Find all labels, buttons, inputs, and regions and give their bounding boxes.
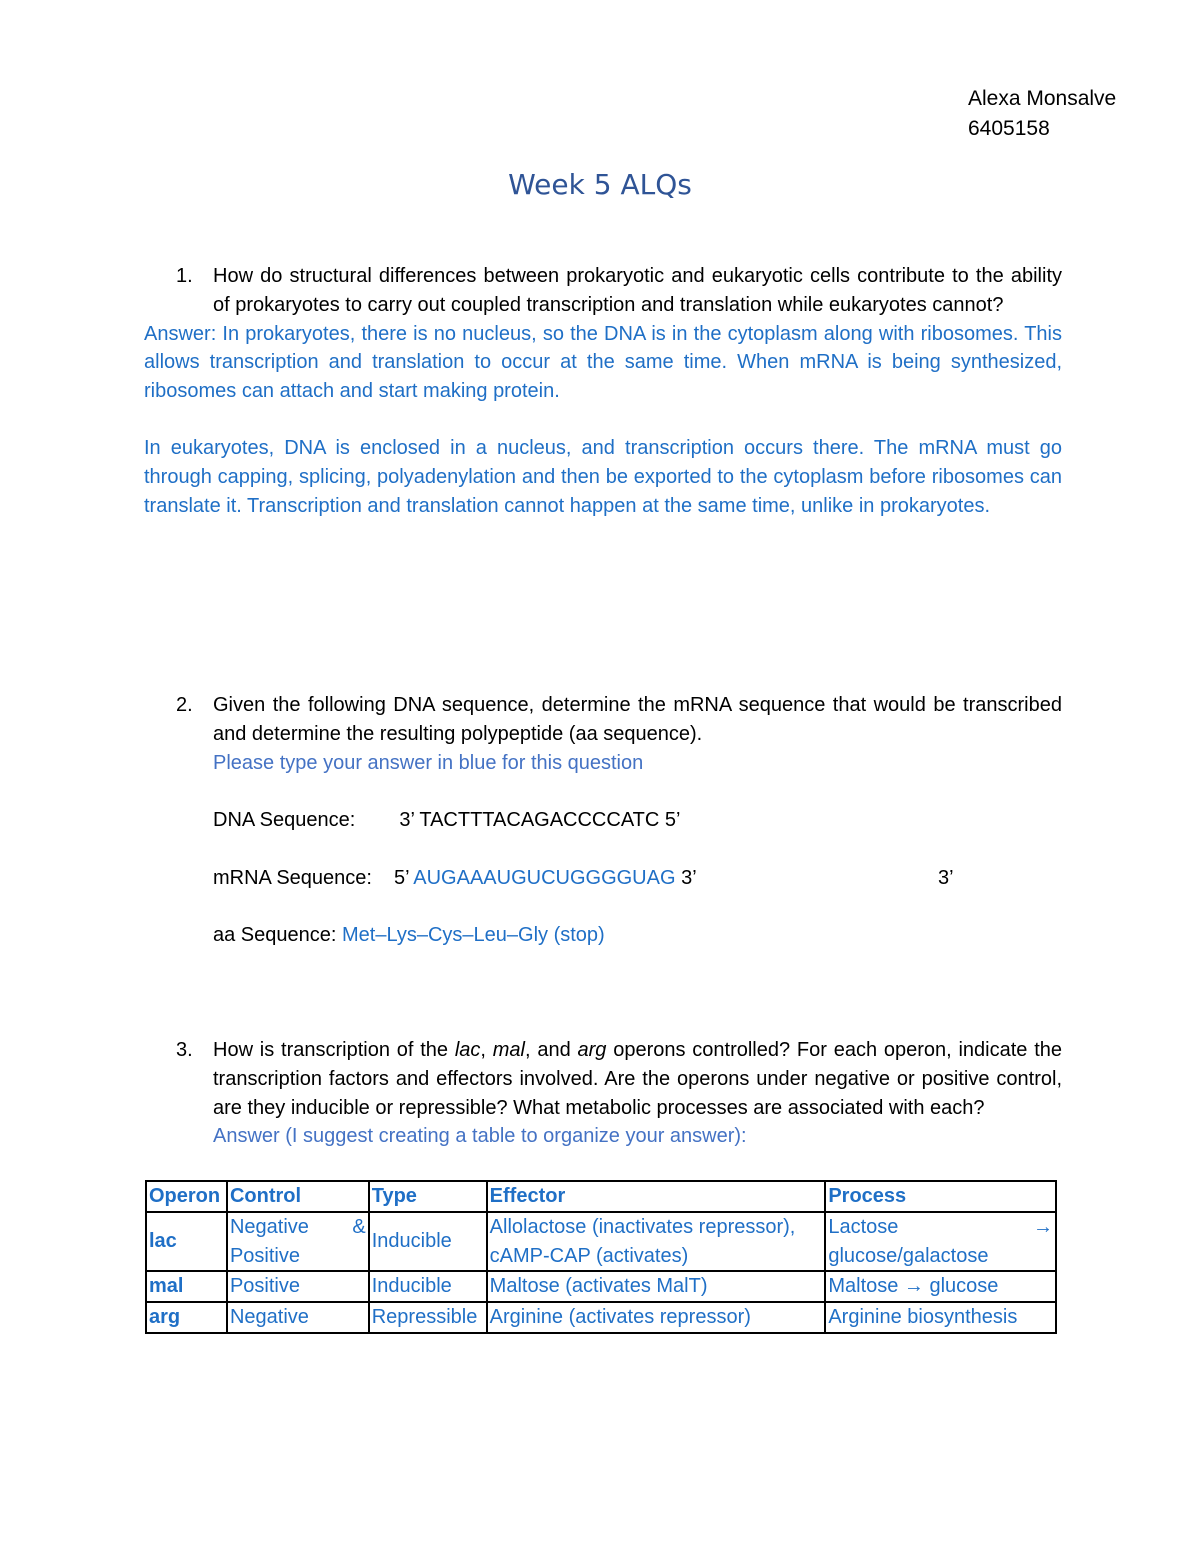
answer-paragraph-2: In eukaryotes, DNA is enclosed in a nucleus, and transcription occurs there. The mRNA must go through capping, splicing, polyadenylation and then be exported to the cytoplasm before ribosomes can translate it. Transcription and translation cannot happen at the same time, unlike in prokaryotes. bbox=[144, 436, 1062, 517]
dna-value: 3’ TACTTTACAGACCCCATC 5’ bbox=[399, 809, 681, 832]
header-control: Control bbox=[227, 1181, 369, 1212]
operon-mal: mal bbox=[492, 1039, 525, 1061]
cell-control: Positive bbox=[227, 1271, 369, 1302]
cell-effector: Allolactose (inactivates repressor), cAMP-CAP (activates) bbox=[487, 1212, 826, 1272]
header-operon: Operon bbox=[146, 1181, 227, 1212]
aa-sequence-line bbox=[213, 921, 1062, 950]
mrna-extra-mark: 3’ bbox=[938, 866, 954, 889]
cell-operon: lac bbox=[146, 1212, 227, 1272]
cell-process: Arginine biosynthesis bbox=[825, 1302, 1056, 1333]
mrna-prefix: 5’ bbox=[393, 866, 414, 889]
question-text-part: How is transcription of the bbox=[213, 1039, 455, 1061]
student-id: 6405158 bbox=[968, 117, 1050, 140]
cell-control: Negative bbox=[227, 1302, 369, 1333]
cell-effector: Maltose (activates MalT) bbox=[487, 1271, 826, 1302]
question-number: 1. bbox=[176, 265, 193, 287]
header-process: Process bbox=[825, 1181, 1056, 1212]
question-1 bbox=[144, 262, 1062, 520]
question-2 bbox=[144, 691, 1062, 950]
operon-arg: arg bbox=[577, 1039, 607, 1061]
mrna-suffix: 3’ bbox=[675, 866, 697, 889]
arrow-icon: → bbox=[1033, 1215, 1053, 1238]
cell-process bbox=[825, 1212, 1056, 1272]
table-row bbox=[146, 1271, 1056, 1302]
answer-instruction: Please type your answer in blue for this question bbox=[213, 751, 644, 774]
answer-hint: Answer (I suggest creating a table to organize your answer): bbox=[213, 1125, 747, 1148]
mrna-value: AUGAAAUGUCUGGGGUAG bbox=[413, 866, 676, 889]
cell-operon: arg bbox=[146, 1302, 227, 1333]
header-type: Type bbox=[369, 1181, 487, 1212]
answer-paragraph-1 bbox=[144, 320, 1062, 406]
cell-type: Repressible bbox=[369, 1302, 487, 1333]
cell-effector: Arginine (activates repressor) bbox=[487, 1302, 826, 1333]
operon-table bbox=[145, 1180, 1057, 1334]
cell-type: Inducible bbox=[369, 1271, 487, 1302]
table-header-row bbox=[146, 1181, 1056, 1212]
table-row bbox=[146, 1212, 1056, 1272]
question-text-part: operons controlled? For each operon, indicate the transcription factors and effectors involved. Are the operons under negative or positive control, are they inducible or repressible? What metabolic processes are associated with each? bbox=[213, 1039, 1063, 1119]
cell-type: Inducible bbox=[369, 1212, 487, 1272]
question-3 bbox=[144, 1036, 1062, 1151]
question-text-part: , and bbox=[525, 1039, 578, 1061]
question-text: Given the following DNA sequence, determine the mRNA sequence that would be transcribed and determine the resulting polypeptide (aa sequence). bbox=[213, 694, 1062, 745]
dna-label: DNA Sequence: bbox=[213, 809, 356, 832]
process-text: Lactose bbox=[828, 1215, 899, 1238]
question-number: 3. bbox=[176, 1039, 193, 1061]
aa-label: aa Sequence: bbox=[213, 924, 342, 947]
question-text: How do structural differences between prokaryotic and eukaryotic cells contribute to the ability of prokaryotes to carry out coupled transcription and translation while eukaryotes cannot? bbox=[213, 265, 1062, 316]
control-text: Positive bbox=[229, 1244, 300, 1267]
answer-text: In prokaryotes, there is no nucleus, so the DNA is in the cytoplasm along with ribosomes. This allows transcription and translation to occur at the same time. When mRNA is being synthesized, ribosomes can attach and start making protein. bbox=[144, 322, 1062, 403]
dna-sequence-line bbox=[213, 806, 1062, 835]
control-text: & bbox=[352, 1215, 366, 1238]
answer-label: Answer: bbox=[144, 322, 223, 345]
page-title: Week 5 ALQs bbox=[508, 168, 692, 201]
question-text bbox=[213, 1036, 1062, 1122]
table-row bbox=[146, 1302, 1056, 1333]
operon-lac: lac bbox=[454, 1039, 481, 1061]
cell-control bbox=[227, 1212, 369, 1272]
question-number: 2. bbox=[176, 694, 193, 716]
cell-process: Maltose → glucose bbox=[825, 1271, 1056, 1302]
aa-value: Met–Lys–Cys–Leu–Gly (stop) bbox=[342, 924, 605, 947]
author-header bbox=[968, 84, 1116, 144]
header-effector: Effector bbox=[487, 1181, 826, 1212]
mrna-sequence-line bbox=[213, 864, 1062, 893]
mrna-label: mRNA Sequence: bbox=[213, 866, 372, 889]
question-text-part: , bbox=[480, 1039, 493, 1061]
cell-operon: mal bbox=[146, 1271, 227, 1302]
process-text: glucose/galactose bbox=[828, 1244, 989, 1267]
author-name: Alexa Monsalve bbox=[968, 87, 1117, 110]
control-text: Negative bbox=[229, 1215, 309, 1238]
